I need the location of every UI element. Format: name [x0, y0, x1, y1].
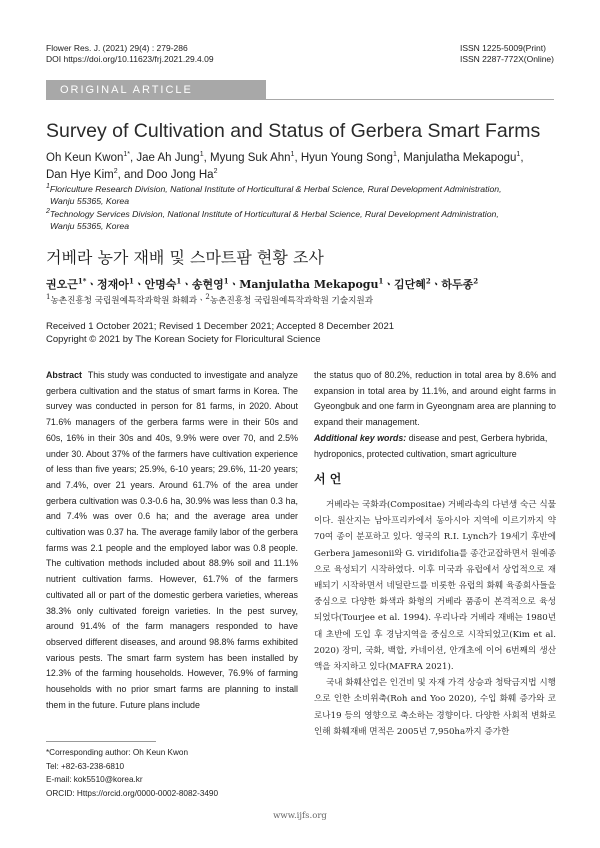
authors-line-1: Oh Keun Kwon$^{1*}$, Jae Ah Jung$^1$, Myung Suk Ahn$^1$, Hyun Young Song$^1$, Manjulatha Mekapogu$^1$, [46, 151, 524, 164]
footnote-divider [46, 741, 156, 742]
intro-paragraph-2: 국내 화훼산업은 인건비 및 자재 가격 상승과 청탁금지법 시행으로 인한 소비위축(Roh and Yoo 2020), 수입 화훼 증가와 코로나19 등의 영향으로 축소하는 경향이다. 다양한 사회적 변화로 인해 화훼재배 면적은 2005년 7,950ha까지 증가한 [314, 678, 556, 737]
introduction-body [314, 497, 556, 740]
abstract-text: This study was conducted to investigate and analyze gerbera cultivation and the status of smart farms in Korea. The survey was conducted in person for 81 farms, in 2020. About 71.6% managers of the gerbera farms were in their 50s and 60s, 16% in their 30s and 40s, 9.9% were over 70, and 2.5% under 30. About 37% of the farmers have cultivation experience of less than five years; 25.9%, 6-10 years; 29.6%, 11-20 years; and 7.4%, over 21 years. Around 61.7% of the area under gerbera cultivation was 0.3-0.6 ha, 30.9% was less than 0.3 ha, and 7.4% was over 0.6 ha; and the average area under cultivation was 0.37 ha. The average family labor of the gerbera farms was 2.1 people and the employed labor was 0.8 people. The cultivation methods included about 88.9% soil and 11.1% nutrient cultivation farms. However, 61.7% of the farmers cultivated all or part of the domestic gerbera varieties, whereas 38.3% only cultivated foreign varieties. In the pest survey, around 91.4% of the farm managers responded to have observed different diseases, and around 98.8% farms exhibited various pests. The smart farm system has been installed by 12.3% of the farming households. However, 76.9% of farming households with no prior smart farms are planning to install them in the future. Future plans include [46, 370, 298, 710]
corresponding-orcid[interactable]: ORCID: Https://orcid.org/0000-0002-8082-3490 [46, 788, 219, 798]
korean-authors: 권오근$^{1*}$ㆍ정재아$^1$ㆍ안명숙$^1$ㆍ송현영$^1$ㆍManjulatha Mekapogu$^1$ㆍ김단혜$^2$ㆍ하두종$^2$ [46, 276, 479, 291]
journal-line: Flower Res. J. (2021) 29(4) : 279-286 [46, 43, 188, 53]
corresponding-tel: Tel: +82-63-238-6810 [46, 761, 125, 771]
abstract-right-column [314, 368, 556, 431]
keywords-text: disease and pest, Gerbera hybrida, hydroponics, protected cultivation, smart agriculture [314, 433, 548, 459]
abstract-left-column [46, 368, 298, 713]
keywords [314, 431, 556, 462]
abstract-continuation: the status quo of 80.2%, reduction in total area by 8.6% and expansion in total area by 11.1%, and around eight farms in Gyeongbuk and one farm in Gyeongnam area are planning to expand their management. [314, 370, 556, 428]
corresponding-author: *Corresponding author: Oh Keun Kwon [46, 748, 189, 757]
received-revised-accepted: Received 1 October 2021; Revised 1 December 2021; Accepted 8 December 2021 [46, 321, 395, 332]
doi-line[interactable]: DOI https://doi.org/10.11623/frj.2021.29.4.09 [46, 54, 214, 64]
journal-citation [46, 43, 214, 65]
intro-paragraph-1: 거베라는 국화과(Compositae) 거베라속의 다년생 숙근 식물이다. 원산지는 남아프리카에서 동아시아 지역에 이르기까지 약 70여 종이 분포하고 있다. 영국의 R.I. Lynch가 19세기 후반에 Gerbera jamesonii와 G. viridifolia를 종간교잡하면서 원예종으로 육성되기 시작하였다. 이후 미국과 유럽에서 상업적으로 재배되기 시작하면서 네덜란드를 비롯한 유럽의 화훼 육종회사들을 중심으로 다양한 화색과 화형의 거베라 품종이 본격적으로 육성되었다(Tourjee et al. 1994). 우리나라 거베라 재배는 1980년대 초반에 도입 후 경남지역을 중심으로 시작되었고(Kim et al. 2020) 장미, 국화, 백합, 카네이션, 안개초에 이어 6번째의 생산액을 차지하고 있다(MAFRA 2021). [314, 500, 556, 673]
issn-block [460, 43, 554, 65]
corresponding-email[interactable]: E-mail: kok5510@korea.kr [46, 775, 143, 784]
korean-affiliations: $^1$농촌진흥청 국립원예특작과학원 화훼과ㆍ$^2$농촌진흥청 국립원예특작과학원 기술지원과 [46, 293, 374, 306]
article-title: Survey of Cultivation and Status of Gerbera Smart Farms [46, 120, 541, 142]
banner-divider [266, 99, 554, 100]
issn-print: ISSN 1225-5009(Print) [459, 43, 546, 53]
author-list [46, 150, 556, 184]
copyright-notice: Copyright © 2021 by The Korean Society for Floricultural Science [46, 334, 321, 345]
journal-footer-url[interactable]: www.ijfs.org [273, 811, 327, 821]
issn-online: ISSN 2287-772X(Online) [459, 54, 554, 64]
abstract-label: Abstract [46, 370, 83, 380]
authors-line-2: Dan Hye Kim$^2$, and Doo Jong Ha$^2$ [46, 168, 218, 181]
keywords-label: Additional key words: [314, 433, 407, 443]
affiliation-2: $^2$Technology Services Division, National Institute of Horticultural & Herbal Science, Rural Development Administration, Wanju 55365, Korea [46, 208, 499, 231]
korean-title: 거베라 농가 재배 및 스마트팜 현황 조사 [46, 248, 324, 267]
article-type-banner: ORIGINAL ARTICLE [46, 80, 266, 100]
section-heading-introduction: 서 언 [314, 472, 342, 486]
affiliation-1: $^1$Floriculture Research Division, National Institute of Horticultural & Herbal Science, Rural Development Administration, Wanju 55365, Korea [46, 183, 502, 206]
corresponding-footnote [46, 746, 218, 800]
publication-dates [46, 320, 394, 346]
